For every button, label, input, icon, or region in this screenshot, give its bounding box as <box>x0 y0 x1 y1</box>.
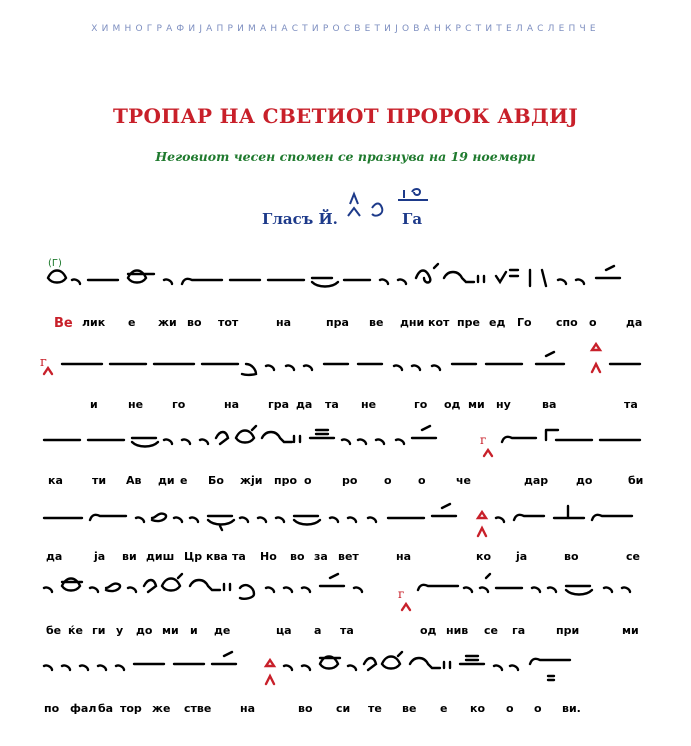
neume-line-3-icon <box>40 426 652 470</box>
lyric-syllable: о <box>304 474 312 487</box>
lyrics-line-3 <box>44 474 654 494</box>
lyric-syllable: бе <box>46 624 62 637</box>
lyric-syllable: о <box>384 474 392 487</box>
lyric-syllable: ми <box>468 398 485 411</box>
lyric-syllable: гра <box>268 398 290 411</box>
svg-text:ᴦ: ᴦ <box>480 433 487 447</box>
header-line: ХИМНОГРАФИЈАПРИМАНАСТИРОСВЕТИЈОВАНКРСТИТЕЛАСЛЕПЧЕ <box>91 24 600 34</box>
lyric-syllable: о <box>418 474 426 487</box>
page-subtitle: Неговиот чесен спомен се празнува на 19 ноември <box>155 149 536 164</box>
lyric-syllable: ми <box>162 624 179 637</box>
lyric-syllable: че <box>456 474 472 487</box>
lyric-syllable: се <box>626 550 640 563</box>
neume-line-2-icon <box>40 344 652 388</box>
lyric-syllable: ве <box>369 316 384 329</box>
lyric-syllable: на <box>276 316 292 329</box>
lyric-syllable: ца <box>276 624 292 637</box>
lyric-syllable: по <box>44 702 60 715</box>
lyric-syllable: во <box>187 316 202 329</box>
lyrics-line-4 <box>44 550 654 570</box>
lyrics-line-1 <box>44 316 654 336</box>
lyric-syllable: Но <box>260 550 277 563</box>
lyric-syllable: го <box>414 398 428 411</box>
lyric-syllable: Го <box>517 316 532 329</box>
lyric-syllable: спо <box>556 316 578 329</box>
lyric-syllable: та <box>232 550 246 563</box>
lyric-syllable: ја <box>516 550 528 563</box>
lyric-syllable: да <box>296 398 313 411</box>
lyric-syllable: ну <box>496 398 511 411</box>
lyric-syllable: и <box>90 398 98 411</box>
lyric-syllable: де <box>214 624 231 637</box>
lyric-syllable: би <box>628 474 644 487</box>
lyric-syllable: Бо <box>208 474 224 487</box>
page-title: ТРОПАР НА СВЕТИОТ ПРОРОК АВДИЈ <box>112 104 579 128</box>
lyric-syllable: при <box>556 624 580 637</box>
lyric-syllable: диш <box>146 550 175 563</box>
lyric-syllable: же <box>152 702 171 715</box>
lyric-syllable: ко <box>476 550 492 563</box>
lyric-syllable: во <box>290 550 305 563</box>
lyric-syllable: о <box>589 316 597 329</box>
neume-line-3 <box>40 426 652 470</box>
lyric-syllable: ка <box>48 474 63 487</box>
lyric-syllable: дар <box>524 474 549 487</box>
lyric-syllable: да <box>626 316 643 329</box>
lyric-syllable: га <box>512 624 526 637</box>
neume-line-2 <box>40 344 652 388</box>
lyric-syllable: ва <box>542 398 557 411</box>
lyric-syllable: е <box>128 316 136 329</box>
lyric-syllable: си <box>336 702 351 715</box>
lyric-syllable: жи <box>158 316 177 329</box>
lyric-syllable: а <box>314 624 322 637</box>
lyric-syllable: од <box>444 398 461 411</box>
lyric-syllable: ќе <box>68 624 83 637</box>
neume-line-6-icon <box>40 650 652 694</box>
lyrics-line-6 <box>44 702 654 722</box>
neume-line-4-icon <box>40 500 652 544</box>
lyric-syllable: на <box>224 398 240 411</box>
tone-label: Гласъ Й. <box>262 210 338 228</box>
neume-line-5-icon <box>40 576 652 620</box>
neume-line-1 <box>40 256 652 300</box>
svg-text:ᴦ: ᴦ <box>398 587 405 601</box>
lyric-syllable: стве <box>184 702 212 715</box>
lyric-syllable: ги <box>92 624 106 637</box>
lyric-syllable: та <box>340 624 354 637</box>
lyric-syllable: ед <box>489 316 506 329</box>
lyric-syllable: дни <box>400 316 425 329</box>
neume-line-1-icon <box>40 256 652 300</box>
neume-line-5 <box>40 576 652 620</box>
lyric-syllable: про <box>274 474 298 487</box>
tone-martyria: Га <box>402 210 423 228</box>
lyric-syllable: ти <box>92 474 107 487</box>
lyric-syllable: тор <box>120 702 142 715</box>
lyric-syllable: вет <box>338 550 359 563</box>
lyric-syllable: до <box>576 474 593 487</box>
lyric-syllable: та <box>624 398 638 411</box>
neume-line-6 <box>40 650 652 694</box>
lyric-syllable: пре <box>457 316 480 329</box>
lyric-syllable: се <box>484 624 498 637</box>
lyric-syllable: пра <box>326 316 349 329</box>
lyric-syllable: Цр <box>184 550 203 563</box>
lyric-syllable: Ав <box>126 474 142 487</box>
lyric-syllable: на <box>240 702 256 715</box>
lyric-syllable: во <box>564 550 579 563</box>
svg-text:ᴦ: ᴦ <box>40 355 47 370</box>
lyric-syllable: нив <box>446 624 469 637</box>
lyric-syllable: во <box>298 702 313 715</box>
lyric-syllable: не <box>361 398 377 411</box>
lyric-syllable: ми <box>622 624 639 637</box>
svg-text:(Г): (Г) <box>48 258 62 269</box>
lyric-syllable: кот <box>428 316 450 329</box>
lyric-syllable: ја <box>94 550 106 563</box>
lyric-syllable: те <box>368 702 382 715</box>
lyric-syllable: не <box>128 398 144 411</box>
lyric-syllable: Ве <box>54 316 73 331</box>
lyrics-line-2 <box>44 398 654 418</box>
lyric-syllable: о <box>506 702 514 715</box>
lyric-syllable: ди <box>158 474 175 487</box>
lyric-syllable: ро <box>342 474 358 487</box>
lyric-syllable: жји <box>240 474 263 487</box>
lyric-syllable: и <box>190 624 198 637</box>
tone-signature <box>262 186 442 236</box>
lyric-syllable: ко <box>470 702 486 715</box>
lyric-syllable: у <box>116 624 124 637</box>
lyric-syllable: ви. <box>562 702 581 715</box>
lyrics-line-5 <box>44 624 654 644</box>
neume-line-4 <box>40 500 652 544</box>
lyric-syllable: о <box>534 702 542 715</box>
lyric-syllable: го <box>172 398 186 411</box>
lyric-syllable: ви <box>122 550 137 563</box>
lyric-syllable: од <box>420 624 437 637</box>
lyric-syllable: за <box>314 550 328 563</box>
lyric-syllable: е <box>440 702 448 715</box>
lyric-syllable: та <box>325 398 339 411</box>
lyric-syllable: ве <box>402 702 417 715</box>
lyric-syllable: тот <box>218 316 239 329</box>
lyric-syllable: ква <box>206 550 228 563</box>
lyric-syllable: лик <box>82 316 106 329</box>
lyric-syllable: на <box>396 550 412 563</box>
lyric-syllable: до <box>136 624 153 637</box>
lyric-syllable: фал <box>70 702 97 715</box>
lyric-syllable: е <box>180 474 188 487</box>
lyric-syllable: ба <box>98 702 114 715</box>
lyric-syllable: да <box>46 550 63 563</box>
